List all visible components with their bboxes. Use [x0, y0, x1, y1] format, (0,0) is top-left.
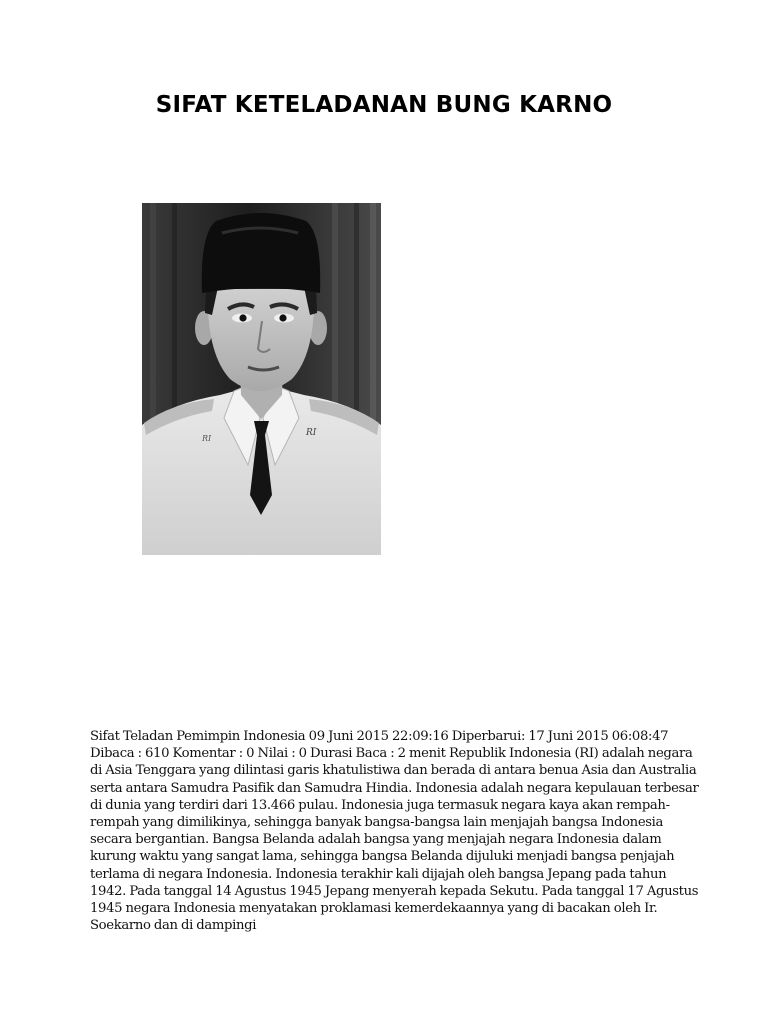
- portrait-illustration: [142, 203, 381, 555]
- portrait-photo: [142, 203, 381, 555]
- page-title: SIFAT KETELADANAN BUNG KARNO: [155, 92, 613, 118]
- collar-insignia-right: RI: [306, 428, 317, 438]
- article-body-text: Sifat Teladan Pemimpin Indonesia 09 Juni 2015 22:09:16 Diperbarui: 17 Juni 2015 06:08:47 Dibaca : 610 Komentar : 0 Nilai : 0 Durasi Baca : 2 menit Republik Indonesia (RI) adalah negara di Asia Tenggara yang dilintasi garis khatulistiwa dan berada di antara benua Asia dan Australia serta antara Samudra Pasifik dan Samudra Hindia. Indonesia adalah negara kepulauan terbesar di dunia yang terdiri dari 13.466 pulau. Indonesia juga termasuk negara kaya akan rempah-rempah yang dimilikinya, sehingga banyak bangsa-bangsa lain menjajah bangsa Indonesia secara bergantian. Bangsa Belanda adalah bangsa yang menjajah negara Indonesia dalam kurung waktu yang sangat lama, sehingga bangsa Belanda dijuluki menjadi bangsa penjajah terlama di negara Indonesia. Indonesia terakhir kali dijajah oleh bangsa Jepang pada tahun 1942. Pada tanggal 14 Agustus 1945 Jepang menyerah kepada Sekutu. Pada tanggal 17 Agustus 1945 negara Indonesia menyatakan proklamasi kemerdekaannya yang di bacakan oleh Ir. Soekarno dan di dampingi: [90, 729, 699, 934]
- peci-cap: [202, 213, 320, 293]
- collar-insignia-left: RI: [202, 434, 212, 443]
- right-pupil: [279, 314, 286, 321]
- left-pupil: [239, 314, 246, 321]
